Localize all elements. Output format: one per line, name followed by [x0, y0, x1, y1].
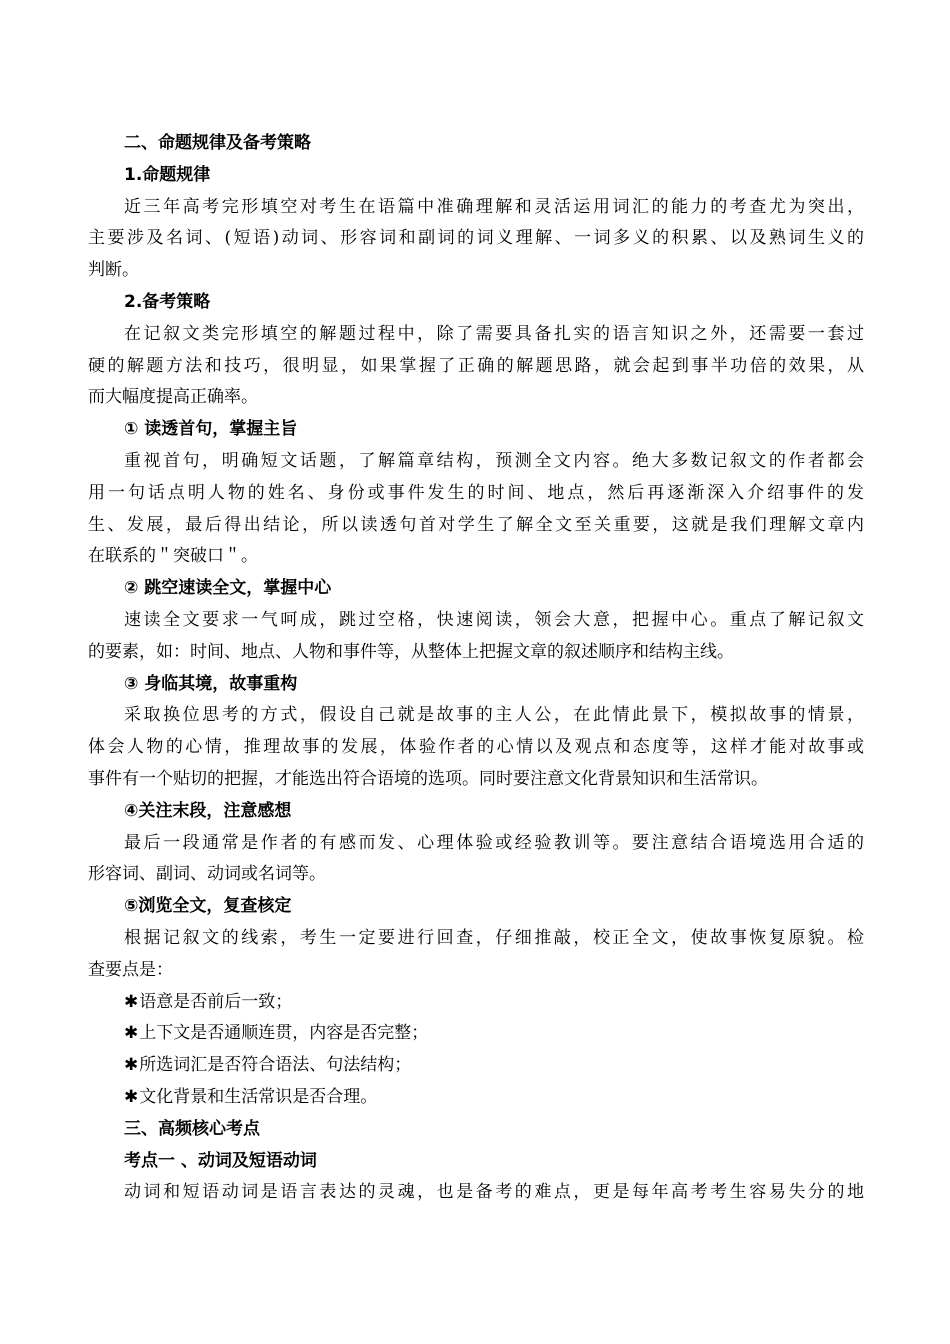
paragraph-line: 动词和短语动词是语言表达的灵魂，也是备考的难点，更是每年高考考生容易失分的地 [124, 1182, 864, 1203]
step-heading-1: ① 读透首句，掌握主旨 [124, 419, 298, 440]
step-heading-3: ③ 身临其境，故事重构 [124, 673, 298, 694]
paragraph-line: 查要点是： [88, 959, 173, 980]
paragraph-line: 硬的解题方法和技巧，很明显，如果掌握了正确的解题思路，就会起到事半功倍的效果，从 [88, 355, 864, 376]
step-heading-2: ② 跳空速读全文，掌握中心 [124, 578, 332, 599]
paragraph-line: 在联系的＂突破口＂。 [88, 546, 258, 567]
step-heading-5: ⑤浏览全文，复查核定 [124, 896, 292, 917]
checklist-text: 所选词汇是否符合语法、句法结构； [139, 1055, 412, 1076]
paragraph-line: 判断。 [88, 260, 139, 281]
checklist-text: 语意是否前后一致； [139, 991, 293, 1012]
checklist-item [88, 1082, 864, 1114]
paragraph-line: 主要涉及名词、(短语)动词、形容词和副词的词义理解、一词多义的积累、以及熟词生义的 [88, 228, 864, 249]
asterisk-icon: ✱ [124, 1055, 139, 1076]
section-heading-2: 二、命题规律及备考策略 [124, 133, 311, 153]
paragraph-line: 根据记叙文的线索，考生一定要进行回查，仔细推敲，校正全文，使故事恢复原貌。检 [124, 927, 864, 948]
paragraph-line: 形容词、副词、动词或名词等。 [88, 864, 326, 885]
paragraph-line: 采取换位思考的方式，假设自己就是故事的主人公，在此情此景下，模拟故事的情景， [124, 705, 864, 726]
paragraph-line: 生、发展，最后得出结论，所以读透句首对学生了解全文至关重要，这就是我们理解文章内 [88, 514, 864, 535]
checklist-item [88, 1050, 864, 1082]
step-heading-4: ④关注末段，注意感想 [124, 800, 292, 821]
paragraph-line: 最后一段通常是作者的有感而发、心理体验或经验教训等。要注意结合语境选用合适的 [124, 832, 864, 853]
asterisk-icon: ✱ [124, 1023, 139, 1044]
subheading-rules: 1.命题规律 [124, 164, 211, 185]
asterisk-icon: ✱ [124, 991, 139, 1012]
paragraph-line: 速读全文要求一气呵成，跳过空格，快速阅读，领会大意，把握中心。重点了解记叙文 [124, 609, 864, 630]
checklist-item [88, 1018, 864, 1050]
document-page [88, 128, 864, 1209]
checklist-text: 上下文是否通顺连贯，内容是否完整； [139, 1023, 429, 1044]
point-heading-1: 考点一 、动词及短语动词 [124, 1150, 317, 1171]
paragraph-line: 在记叙文类完形填空的解题过程中，除了需要具备扎实的语言知识之外，还需要一套过 [124, 323, 864, 344]
paragraph-line: 的要素，如：时间、地点、人物和事件等，从整体上把握文章的叙述顺序和结构主线。 [88, 641, 734, 662]
paragraph-line: 事件有一个贴切的把握，才能选出符合语境的选项。同时要注意文化背景知识和生活常识。 [88, 768, 768, 789]
paragraph-line: 而大幅度提高正确率。 [88, 387, 258, 408]
paragraph-line: 近三年高考完形填空对考生在语篇中准确理解和灵活运用词汇的能力的考查尤为突出， [124, 196, 864, 217]
checklist-text: 文化背景和生活常识是否合理。 [139, 1086, 378, 1107]
asterisk-icon: ✱ [124, 1086, 139, 1107]
section-heading-3: 三、高频核心考点 [124, 1118, 260, 1139]
paragraph-line: 用一句话点明人物的姓名、身份或事件发生的时间、地点，然后再逐渐深入介绍事件的发 [88, 482, 864, 503]
checklist-item [88, 987, 864, 1019]
paragraph-line: 体会人物的心情，推理故事的发展，体验作者的心情以及观点和态度等，这样才能对故事或 [88, 737, 864, 758]
paragraph-line: 重视首句，明确短文话题，了解篇章结构，预测全文内容。绝大多数记叙文的作者都会 [124, 450, 864, 471]
subheading-strategy: 2.备考策略 [124, 291, 211, 312]
